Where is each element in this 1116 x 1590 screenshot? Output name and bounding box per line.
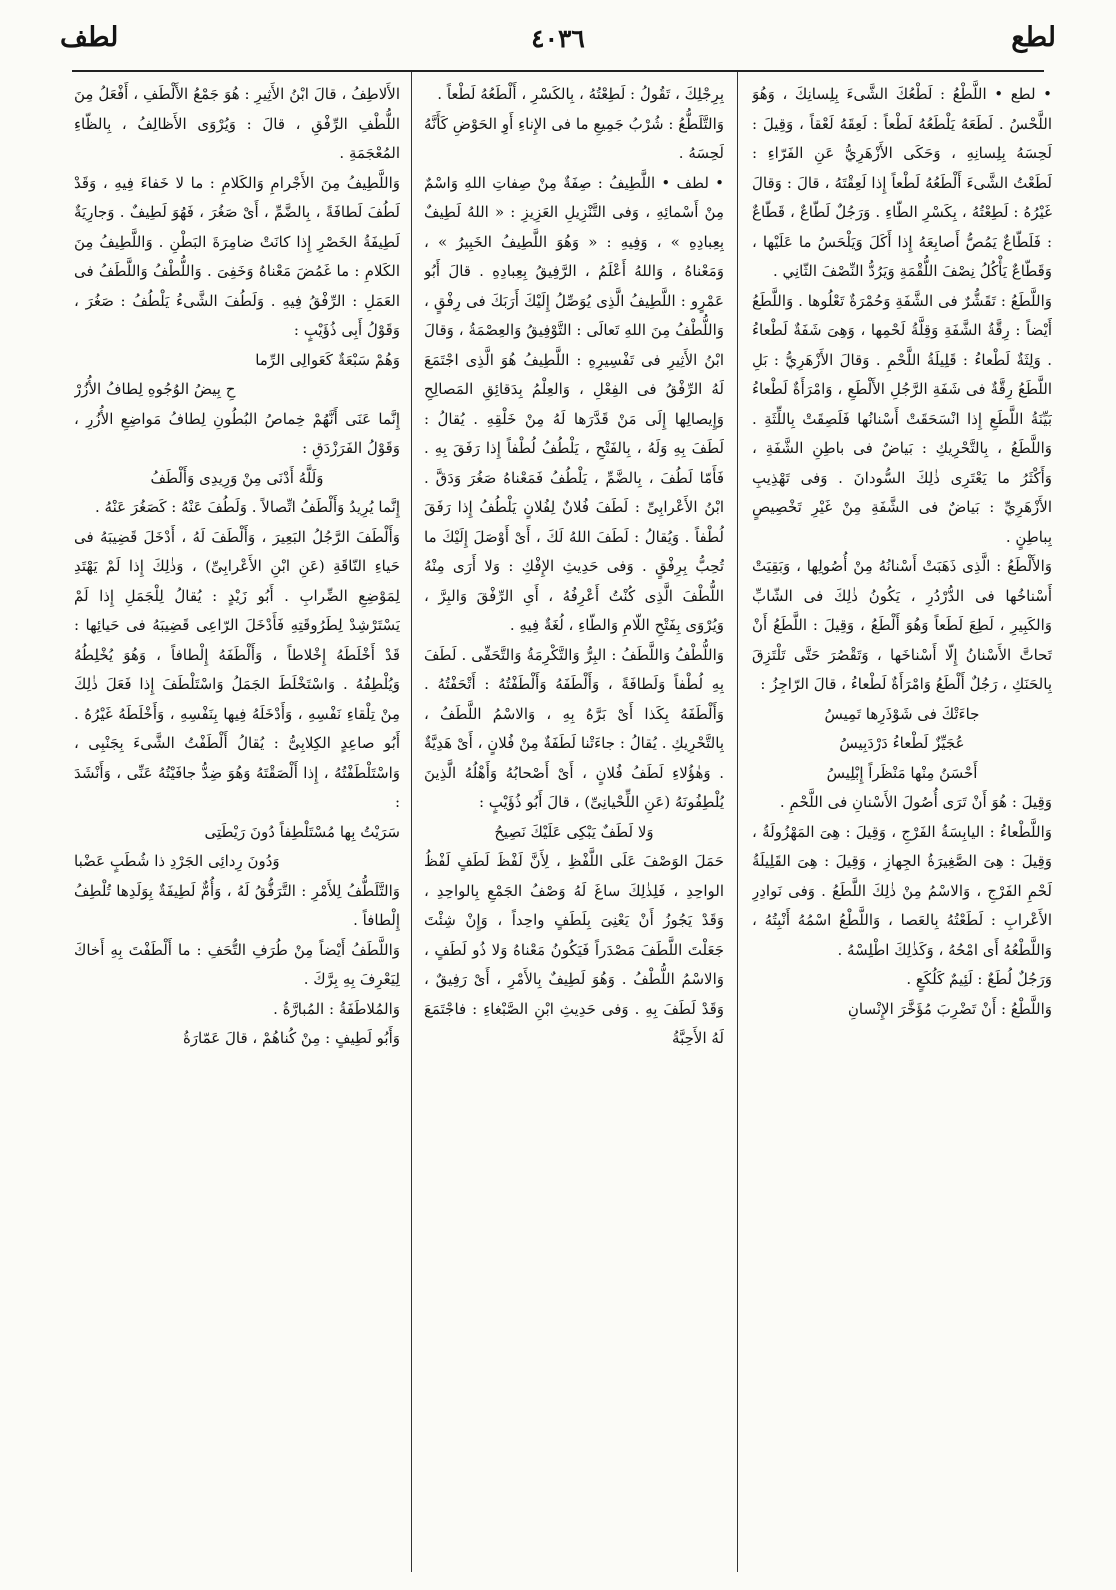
- paragraph: وَأَلْطَفَ الرَّجُلُ البَعِيرَ ، وَأَلْطَفَ لَهُ ، أَدْخَلَ قَضِيبَهُ فى حَياءِ النّاقَةِ (عَنِ ابْنِ الأَعْرابِىِّ) ، وَذٰلِكَ إِذا لَمْ يَهْتَدِ لِمَوْضِعِ الضِّرابِ . أَبُو زَيْدٍ : يُقالُ لِلْجَمَلِ إِذا لَمْ يَسْتَرْشِدْ لِطَرُوقَتِهِ فَأَدْخَلَ الرّاعِى قَضِيبَهُ فى حَيائِها : قَدْ أَخْلَطَهُ إِخْلاطاً ، وَأَلْطَفَهُ إِلْطافاً ، وَهُوَ يُخْلِطُهُ وَيُلْطِفُهُ . وَاسْتَخْلَطَ الجَمَلُ وَاسْتَلْطَفَ إِذا فَعَلَ ذٰلِكَ مِنْ تِلْقاءِ نَفْسِهِ ، وَأَدْخَلَهُ فِيها بِنَفْسِهِ ، وَأَخْلَطَهُ غَيْرُهُ . أَبُو صاعِدٍ الكِلابِىُّ : يُقالُ أَلْطَفْتُ الشَّىءَ بِجَنْبِى ، وَاسْتَلْطَفْتُهُ ، إِذا أَلْصَقْتَهُ وَهُوَ ضِدُّ جافَيْتُهُ عَنِّى ، وَأَنْشَدَ :: [74, 527, 400, 811]
- paragraph: وَالأَلْطَعُ : الَّذِى ذَهَبَتْ أَسْنانُهُ مِنْ أُصُولِها ، وَبَقِيَتْ أَسْناخُها فى الدُّرْدُرِ ، يَكُونُ ذٰلِكَ فى الشّابِّ وَالكَبِيرِ ، لَطِعَ لَطَعاً وَهُوَ أَلْطَعُ ، وَقِيلَ : اللَّطَعُ أَنْ تَحاتَّ الأَسْنانُ إِلّا أَسْناخَها ، وَتَقْصُرَ حَتَّى تَلْتَزِقَ بِالحَنَكِ ، رَجُلٌ أَلْطَعُ وَامْرَأَةٌ لَطْعاءُ ، قالَ الرّاجِزُ :: [752, 557, 1052, 693]
- paragraph: وَالمُلاطَفَةُ : المُبارَّةُ .: [273, 999, 400, 1018]
- paragraph: وَاللَّطَعُ : تَقَشُّرٌ فى الشَّفَةِ وَحُمْرَةٌ تَعْلُوها . وَاللَّطَعُ أَيْضاً : رِقَّةُ الشَّفَةِ وَقِلَّةُ لَحْمِها ، وَهِىَ شَفَةٌ لَطْعاءُ . وَلِثَةٌ لَطْعاءُ : قَلِيلَةُ اللَّحْمِ . وَقالَ الأَزْهَرِيُّ : بَلِ اللَّطَعُ رِقَّةٌ فى شَفَةِ الرَّجُلِ الأَلْطَعِ ، وَامْرَأَةٌ لَطْعاءُ بَيِّنَةُ اللَّطَعِ إِذا انْسَحَقَتْ أَسْنانُها فَلَصِقَتْ بِاللِّثَةِ . وَاللَّطَعُ ، بِالتَّحْرِيكِ : بَياضٌ فى باطِنِ الشَّفَةِ ، وَأَكْثَرُ ما يَعْتَرِى ذٰلِكَ السُّودانَ . وَفى تَهْذِيبِ الأَزْهَرِيِّ : بَياضٌ فى الشَّفَةِ مِنْ غَيْرِ تَخْصِيصٍ بِباطِنٍ .: [752, 291, 1052, 546]
- paragraph: وَقِيلَ : هُوَ أَنْ تَرَى أُصُولَ الأَسْنانِ فى اللَّحْمِ .: [779, 793, 1052, 811]
- verse-line: وَدُونَ رِدائِى الجَرْدِ ذا شُطَبٍ عَضْبا: [74, 852, 280, 870]
- paragraph: وَرَجُلٌ لُطَعٌ : لَئِيمٌ كَلُكَعٍ .: [906, 970, 1052, 988]
- paragraph: وَأَبُو لَطِيفٍ : مِنْ كُناهُمْ ، قالَ عَمّارَةُ: [182, 1029, 400, 1047]
- verse-line: جاءَتْكَ فى شَوْذَرِها تَمِيسُ: [824, 704, 980, 723]
- paragraph: وَالتَّلَطُّفُ لِلأَمْرِ : التَّرَفُّقُ لَهُ ، وَأُمٌّ لَطِيفَةٌ بِوَلَدِها تُلْطِفُ إِلْطافاً .: [74, 881, 400, 929]
- page-number: ٤٠٣٦: [531, 24, 585, 53]
- header-rule: [72, 70, 1044, 72]
- column-divider-right: [737, 72, 738, 1572]
- paragraph: وَاللَّطْعاءُ : اليابِسَةُ الفَرْجِ ، وَقِيلَ : هِىَ المَهْزُولَةُ ، وَقِيلَ : هِىَ الصَّغِيرَةُ الجِهازِ ، وَقِيلَ : هِىَ القَلِيلَةُ لَحْمِ الفَرْجِ ، وَالاسْمُ مِنْ ذٰلِكَ اللَّطَعُ . وَفى نَوادِرِ الأَعْرابِ : لَطَعْتُهُ بِالعَصا ، وَاللَّطْعُ اسْمُهُ أَنْبِتُهُ ، وَاللَّطْعُهُ أَى امْحُهُ ، وَكَذٰلِكَ اطْلِسْهُ .: [752, 822, 1052, 959]
- column-right: [752, 80, 1052, 1570]
- verse-line: وَلَلَّهُ أَدْنَى مِنْ وَرِيدِى وَأَلْطَفُ: [150, 468, 324, 487]
- paragraph: الأَلاطِفُ ، قالَ ابْنُ الأَثِيرِ : هُوَ جَمْعُ الأَلْطَفِ ، أَفْعَلُ مِنَ اللُّطْفِ الرِّفْقِ ، قالَ : وَيُرْوَى الأَظالِفُ ، بِالظّاءِ المُعْجَمَةِ .: [74, 85, 400, 162]
- paragraph: بِرِجْلِكَ ، تَقُولُ : لَطِعْتُهُ ، بِالكَسْرِ ، أَلْطَعُهُ لَطْعاً .: [437, 85, 724, 103]
- header-left-guide-word: لطف: [60, 22, 119, 53]
- page-header: [60, 22, 1056, 72]
- verse-line: وَلا لَطَفٌ يَبْكِى عَلَيْكَ نَصِيحُ: [494, 822, 654, 841]
- paragraph: إِنَّما عَنَى أَنَّهُمْ خِماصُ البُطُونِ لِطافُ مَواضِعِ الأُزُرِ ، وَقَوْلُ الفَرَزْدَقِ :: [74, 409, 400, 457]
- column-left: [74, 80, 400, 1570]
- entry-paragraph: • لطف • اللَّطِيفُ : صِفَةٌ مِنْ صِفاتِ اللهِ وَاسْمٌ مِنْ أَسْمائِهِ ، وَفى التَّنْزِيلِ العَزِيزِ : « اللهُ لَطِيفٌ بِعِبادِهِ » ، وَفِيهِ : « وَهُوَ اللَّطِيفُ الخَبِيرُ » ، وَمَعْناهُ ، وَاللهُ أَعْلَمُ ، الرَّفِيقُ بِعِبادِهِ . قالَ أَبُو عَمْرٍو : اللَّطِيفُ الَّذِى يُوَصِّلُ إِلَيْكَ أَرَبَكَ فى رِفْقٍ ، وَاللُّطْفُ مِنَ اللهِ تَعالَى : التَّوْفِيقُ وَالعِصْمَةُ ، وَقالَ ابْنُ الأَثِيرِ فى تَفْسِيرِهِ : اللَّطِيفُ هُوَ الَّذِى اجْتَمَعَ لَهُ الرِّفْقُ فى الفِعْلِ ، وَالعِلْمُ بِدَقائِقِ المَصالِحِ وَإِيصالِها إِلَى مَنْ قَدَّرَها لَهُ مِنْ خَلْقِهِ . يُقالُ : لَطَفَ بِهِ وَلَهُ ، بِالفَتْحِ ، يَلْطُفُ لُطْفاً إِذا رَفَقَ بِهِ . فَأَمّا لَطُفَ ، بِالضَّمِّ ، يَلْطُفُ فَمَعْناهُ صَغُرَ وَدَقَّ . ابْنُ الأَعْرابِىِّ : لَطَفَ فُلانٌ لِفُلانٍ يَلْطُفُ إِذا رَفَقَ لُطْفاً . وَيُقالُ : لَطَفَ اللهُ لَكَ ، أَىْ أَوْصَلَ إِلَيْكَ ما تُحِبُّ بِرِفْقٍ . وَفى حَدِيثِ الإِفْكِ : وَلا أَرَى مِنْهُ اللُّطْفَ الَّذِى كُنْتُ أَعْرِفُهُ ، أَىِ الرِّفْقَ وَالبِرَّ ، وَيُرْوَى بِفَتْحِ اللّامِ وَالطّاءِ ، لُغَةٌ فِيهِ .: [424, 173, 724, 634]
- paragraph: وَالتَّلَطُّعُ : شُرْبُ جَمِيعِ ما فى الإِناءِ أَوِ الحَوْضِ كَأَنَّهُ لَحِسَهُ .: [424, 114, 724, 162]
- paragraph: إِنَّما يُرِيدُ وَأَلْطَفُ اتِّصالاً . وَلَطُفَ عَنْهُ : كَصَغُرَ عَنْهُ .: [95, 498, 400, 516]
- verse-line: سَرَيْتُ بِها مُسْتَلْطِفاً دُونَ رَيْطَتِى: [204, 822, 400, 841]
- verse-line: أَحْسَنُ مِنْها مَنْظَراً إِبْلِيسُ: [826, 763, 978, 782]
- paragraph: • لطع • اللَّطْعُ : لَطْعُكَ الشَّىءَ بِلِسانِكَ ، وَهُوَ اللَّحْسُ . لَطَعَهُ يَلْطَعُهُ لَطْعاً : لَعِقَهُ لَعْقاً ، وَقِيلَ : لَحِسَهُ بِلِسانِهِ ، وَحَكَى الأَزْهَرِيُّ عَنِ الفَرّاءِ : لَطَعْتُ الشَّىءَ أَلْطَعُهُ لَطْعاً إِذا لَعِقْتَهُ ، قالَ : وَقالَ غَيْرُهُ : لَطِعْتُهُ ، بِكَسْرِ الطّاءِ . وَرَجُلٌ لَطّاعٌ ، قَطّاعٌ : فَلَطّاعٌ يَمُصُّ أَصابِعَهُ إِذا أَكَلَ وَيَلْحَسُ ما عَلَيْها ، وَقَطّاعٌ يَأْكُلُ نِصْفَ اللُّقْمَةِ وَيَرُدُّ النِّصْفَ الثّانِي .: [752, 85, 1052, 280]
- paragraph: وَاللُّطْفُ وَاللَّطَفُ : البِرُّ وَالتَّكْرِمَةُ وَالتَّحَفِّى . لَطَفَ بِهِ لُطْفاً وَلَطافَةً ، وَأَلْطَفَهُ وَأَلْطَفْتُهُ : أَتْحَفْتُهُ . وَأَلْطَفَهُ بِكَذا أَىْ بَرَّهُ بِهِ ، وَالاسْمُ اللَّطَفُ ، بِالتَّحْرِيكِ . يُقالُ : جاءَتْنا لَطَفَةٌ مِنْ فُلانٍ ، أَىْ هَدِيَّةٌ . وَهٰؤُلاءِ لَطَفُ فُلانٍ ، أَىْ أَصْحابُهُ وَأَهْلُهُ الَّذِينَ يُلْطِفُونَهُ (عَنِ اللِّحْيانِىِّ) ، قالَ أَبُو ذُؤَيْبٍ :: [424, 645, 724, 811]
- paragraph: حَمَلَ الوَصْفَ عَلَى اللَّفْظِ ، لِأَنَّ لَفْظَ لَطَفٍ لَفْظُ الواحِدِ ، فَلِذٰلِكَ ساغَ لَهُ وَصْفُ الجَمْعِ بِالواحِدِ ، وَقَدْ يَجُوزُ أَنْ يَعْنِىَ بِلَطَفٍ واحِداً ، وَإِنْ شِئْتَ جَعَلْتَ اللَّطَفَ مَصْدَراً فَيَكُونُ مَعْناهُ وَلا ذُو لَطَفٍ ، وَالاسْمُ اللُّطْفُ . وَهُوَ لَطِيفٌ بِالأَمْرِ ، أَىْ رَفِيقٌ ، وَقَدْ لَطَفَ بِهِ . وَفى حَدِيثِ ابْنِ الصَّبْغاءِ : فاجْتَمَعَ لَهُ الأَحِبَّةُ: [424, 852, 724, 1047]
- verse-line: حِ بِيضُ الوُجُوهِ لِطافُ الأُزُرْ: [74, 380, 236, 398]
- header-right-guide-word: لطع: [1011, 22, 1056, 53]
- paragraph: وَاللَّطِيفُ مِنَ الأَجْرامِ وَالكَلامِ : ما لا خَفاءَ فِيهِ ، وَقَدْ لَطُفَ لَطافَةً ، بِالضَّمِّ ، أَىْ صَغُرَ ، فَهُوَ لَطِيفٌ . وَجارِيَةٌ لَطِيفَةُ الخَصْرِ إِذا كانَتْ ضامِرَةَ البَطْنِ . وَاللَّطِيفُ مِنَ الكَلامِ : ما غَمُضَ مَعْناهُ وَخَفِىَ . وَاللُّطْفُ وَاللَّطَفُ فى العَمَلِ : الرِّفْقُ فِيهِ . وَلَطُفَ الشَّىءُ يَلْطُفُ : صَغُرَ ، وَقَوْلُ أَبِى ذُؤَيْبٍ :: [74, 173, 400, 339]
- verse-line: عُجَيِّزٌ لَطْعاءُ دَرْدَبِيسُ: [839, 734, 965, 752]
- column-middle: [424, 80, 724, 1570]
- verse-line: وَهُمْ سَبْعَةٌ كَعَوالِى الرِّما: [255, 350, 400, 369]
- column-divider-left: [411, 72, 412, 1572]
- paragraph: وَاللَّطْعُ : أَنْ تَضْرِبَ مُؤَخَّرَ الإِنْسانِ: [847, 999, 1052, 1018]
- paragraph: وَاللَّطَفُ أَيْضاً مِنْ طُرَفِ التُّحَفِ : ما أَلْطَفْتَ بِهِ أَخاكَ لِيَعْرِفَ بِهِ بِرَّكَ .: [74, 940, 400, 988]
